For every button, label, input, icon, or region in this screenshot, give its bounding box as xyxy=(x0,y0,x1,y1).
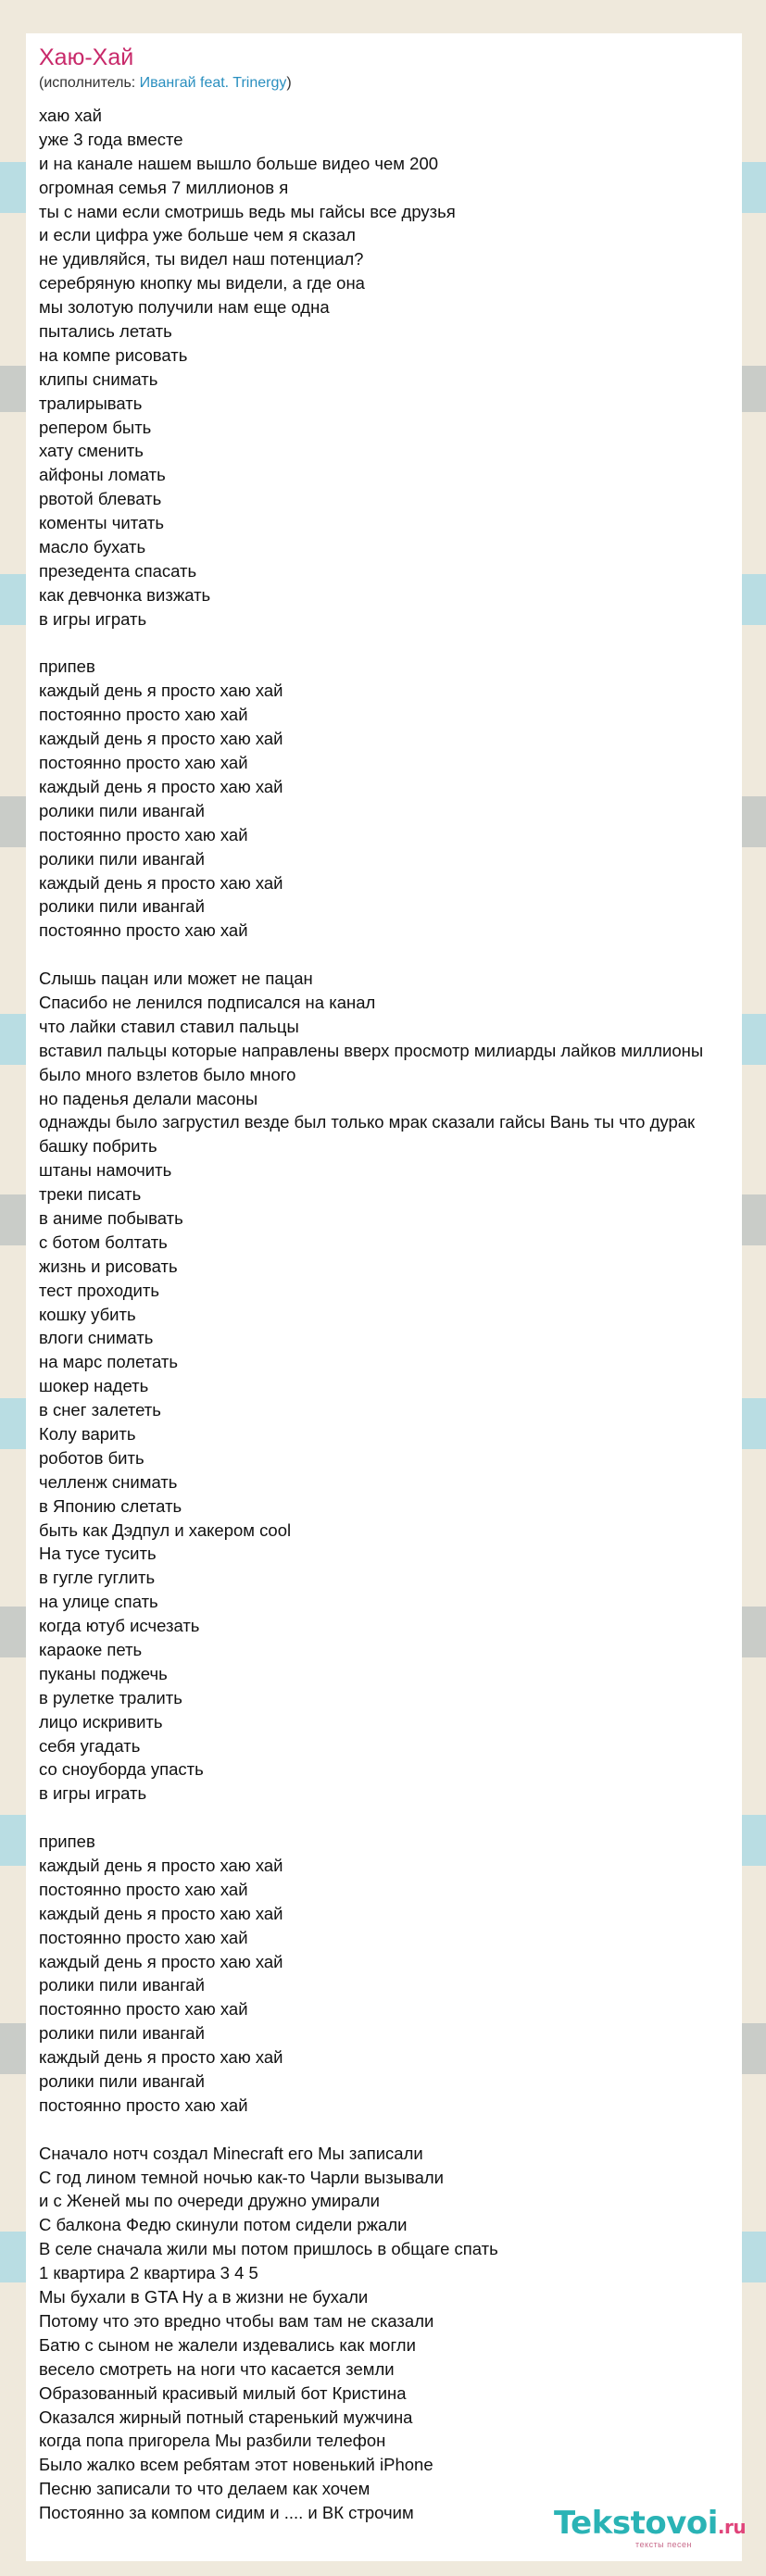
lyric-line: не удивляйся, ты видел наш потенциал? xyxy=(39,249,364,269)
lyric-line: ролики пили ивангай xyxy=(39,848,205,869)
lyric-line: каждый день я просто хаю хай xyxy=(39,1856,283,1876)
artist-suffix: ) xyxy=(286,75,292,91)
lyric-line: постоянно просто хаю хай xyxy=(39,705,248,725)
lyric-line: тест проходить xyxy=(39,1280,159,1300)
lyric-line: ролики пили ивангай xyxy=(39,2071,205,2092)
lyric-line: в игры играть xyxy=(39,608,147,629)
lyric-line: Колу варить xyxy=(39,1423,136,1444)
site-logo[interactable] xyxy=(554,2505,748,2560)
lyric-line: тралирывать xyxy=(39,393,143,413)
lyric-line: с ботом болтать xyxy=(39,1232,168,1252)
lyric-line: башку побрить xyxy=(39,1136,157,1157)
lyric-line: каждый день я просто хаю хай xyxy=(39,729,283,749)
artist-line xyxy=(39,74,742,93)
lyric-line: каждый день я просто хаю хай xyxy=(39,2047,283,2068)
lyric-line: ты с нами если смотришь ведь мы гайсы все друзья xyxy=(39,201,456,221)
lyric-line: С балкона Федю скинули потом сидели ржали xyxy=(39,2215,408,2235)
lyric-line: пытались летать xyxy=(39,321,172,342)
lyric-line: Мы бухали в GTA Ну а в жизни не бухали xyxy=(39,2287,369,2307)
lyric-line: в игры играть xyxy=(39,1783,147,1804)
lyric-line: презедента спасать xyxy=(39,560,197,581)
lyric-line: было много взлетов было много xyxy=(39,1064,296,1084)
lyric-line: Потому что это вредно чтобы вам там не сказали xyxy=(39,2310,434,2331)
lyric-line: пуканы поджечь xyxy=(39,1663,168,1683)
artist-prefix: (исполнитель: xyxy=(39,75,140,91)
lyric-line: огромная семья 7 миллионов я xyxy=(39,177,289,197)
stanza-break xyxy=(39,2118,742,2142)
lyric-line: Сначало нотч создал Minecraft его Мы записали xyxy=(39,2143,423,2163)
lyric-line: караоке петь xyxy=(39,1640,143,1659)
lyric-line: однажды было загрустил везде был только мрак сказали гайсы Вань ты что дурак xyxy=(39,1112,696,1132)
lyric-line: рвотой блевать xyxy=(39,489,162,509)
lyric-line: себя угадать xyxy=(39,1735,141,1756)
lyric-line: постоянно просто хаю хай xyxy=(39,2095,248,2115)
lyric-line: ролики пили ивангай xyxy=(39,1975,205,1995)
logo-name: Tekstovoi xyxy=(554,2505,718,2542)
lyric-line: постоянно просто хаю хай xyxy=(39,824,248,844)
lyric-line: припев xyxy=(39,1832,95,1852)
lyric-line: и если цифра уже больше чем я сказал xyxy=(39,225,356,245)
lyric-line: в рулетке тралить xyxy=(39,1687,182,1707)
lyric-line: хаю хай xyxy=(39,106,103,125)
lyric-line: жизнь и рисовать xyxy=(39,1256,178,1276)
lyric-line: на марс полетать xyxy=(39,1352,178,1372)
lyric-line: на улице спать xyxy=(39,1592,158,1612)
lyric-line: В селе сначала жили мы потом пришлось в общаге спать xyxy=(39,2239,498,2259)
lyrics-text xyxy=(39,104,742,2525)
lyric-line: постоянно просто хаю хай xyxy=(39,1879,248,1899)
lyric-line: постоянно просто хаю хай xyxy=(39,1999,248,2020)
lyric-line: кошку убить xyxy=(39,1304,136,1324)
lyric-line: Оказался жирный потный старенький мужчина xyxy=(39,2407,413,2427)
lyric-line: когда попа пригорела Мы разбили телефон xyxy=(39,2431,386,2451)
lyric-line: роботов бить xyxy=(39,1447,144,1468)
lyric-line: клипы снимать xyxy=(39,369,158,389)
lyric-line: треки писать xyxy=(39,1184,142,1205)
stanza-break xyxy=(39,1806,742,1830)
lyric-line: вставил пальцы которые направлены вверх просмотр милиарды лайков миллионы xyxy=(39,1040,704,1060)
song-title: Хаю-Хай xyxy=(39,44,134,70)
lyric-line: каждый день я просто хаю хай xyxy=(39,1951,283,1971)
lyric-line: Песню записали то что делаем как хочем xyxy=(39,2479,370,2499)
lyric-line: каждый день я просто хаю хай xyxy=(39,681,283,701)
logo-tld: .ru xyxy=(717,2516,747,2538)
lyric-line: уже 3 года вместе xyxy=(39,129,183,149)
lyric-line: ролики пили ивангай xyxy=(39,896,205,917)
lyric-line: репером быть xyxy=(39,417,152,437)
lyric-line: постоянно просто хаю хай xyxy=(39,753,248,773)
lyric-line: айфоны ломать xyxy=(39,465,166,485)
lyric-line: лицо искривить xyxy=(39,1711,163,1732)
lyric-line: мы золотую получили нам еще одна xyxy=(39,297,330,318)
lyric-line: в гугле гуглить xyxy=(39,1568,156,1588)
lyric-line: припев xyxy=(39,657,95,677)
lyric-line: на компе рисовать xyxy=(39,344,188,365)
artist-link[interactable]: Ивангай feat. Trinergy xyxy=(139,75,287,91)
lyric-line: шокер надеть xyxy=(39,1376,149,1396)
lyric-line: челленж снимать xyxy=(39,1471,178,1492)
lyric-line: Постоянно за компом сидим и .... и ВК строчим xyxy=(39,2503,414,2523)
lyric-line: что лайки ставил ставил пальцы xyxy=(39,1016,299,1036)
lyric-line: и на канале нашем вышло больше видео чем 200 xyxy=(39,153,439,173)
lyric-line: масло бухать xyxy=(39,537,146,557)
lyric-line: ролики пили ивангай xyxy=(39,800,205,820)
stanza-break xyxy=(39,943,742,967)
lyric-line: Спасибо не ленился подписался на канал xyxy=(39,992,376,1012)
lyrics-page xyxy=(26,33,742,2561)
lyric-line: как девчонка визжать xyxy=(39,584,211,605)
lyric-line: постоянно просто хаю хай xyxy=(39,1927,248,1947)
lyric-line: и с Женей мы по очереди дружно умирали xyxy=(39,2191,380,2211)
lyric-line: 1 квартира 2 квартира 3 4 5 xyxy=(39,2263,258,2283)
lyric-line: в Японию слетать xyxy=(39,1495,182,1516)
lyric-line: Батю с сыном не жалели издевались как могли xyxy=(39,2334,416,2355)
lyric-line: На тусе тусить xyxy=(39,1544,157,1564)
lyric-line: Образованный красивый милый бот Кристина xyxy=(39,2382,407,2403)
lyric-line: со сноуборда упасть xyxy=(39,1759,204,1780)
lyric-line: каждый день я просто хаю хай xyxy=(39,872,283,893)
lyric-line: когда ютуб исчезать xyxy=(39,1616,200,1636)
lyric-line: серебряную кнопку мы видели, а где она xyxy=(39,273,365,294)
lyric-line: Было жалко всем ребятам этот новенький iPhone xyxy=(39,2455,433,2475)
lyric-line: быть как Дэдпул и хакером cool xyxy=(39,1519,292,1540)
lyric-line: штаны намочить xyxy=(39,1160,172,1181)
lyric-line: каждый день я просто хаю хай xyxy=(39,1903,283,1923)
lyric-line: хату сменить xyxy=(39,441,144,461)
logo-tagline: тексты песен xyxy=(635,2540,693,2549)
lyric-line: но паденья делали масоны xyxy=(39,1088,258,1108)
lyric-line: постоянно просто хаю хай xyxy=(39,920,248,941)
lyric-line: весело смотреть на ноги что касается земли xyxy=(39,2358,395,2379)
lyric-line: в аниме побывать xyxy=(39,1207,183,1228)
lyric-line: каждый день я просто хаю хай xyxy=(39,776,283,796)
lyric-line: ролики пили ивангай xyxy=(39,2023,205,2044)
lyric-line: влоги снимать xyxy=(39,1328,154,1348)
lyric-line: в снег залететь xyxy=(39,1400,161,1420)
lyric-line: коменты читать xyxy=(39,513,164,533)
stanza-break xyxy=(39,631,742,656)
lyric-line: С год лином темной ночью как-то Чарли вызывали xyxy=(39,2167,445,2187)
lyric-line: Слышь пацан или может не пацан xyxy=(39,969,313,989)
